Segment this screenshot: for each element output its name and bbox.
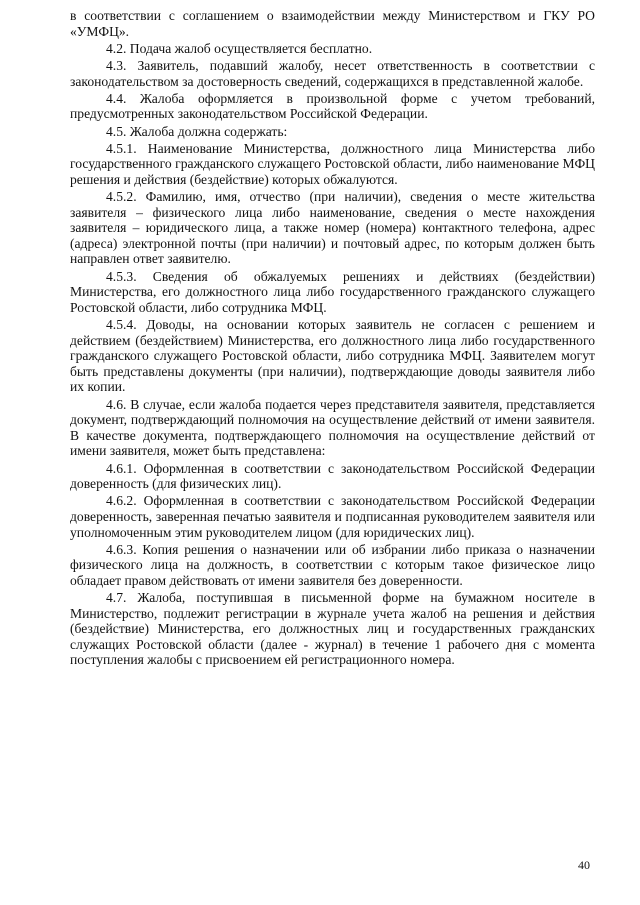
paragraph-4-6-1: 4.6.1. Оформленная в соответствии с законодательством Российской Федерации доверенность (для физических лиц). [70, 460, 595, 492]
paragraph-4-7: 4.7. Жалоба, поступившая в письменной форме на бумажном носителе в Министерство, подлежит регистрации в журнале учета жалоб на решения и действия (бездействие) Министерства, его должностных лиц и государственных гражданских служащих Ростовской области (далее - журнал) в течение 1 рабочего дня с момента поступления жалобы с присвоением ей регистрационного номера. [70, 590, 595, 668]
paragraph-4-5-2: 4.5.2. Фамилию, имя, отчество (при наличии), сведения о месте жительства заявителя – физического лица либо наименование, сведения о месте нахождения заявителя – юридического лица, а также номер (номера) контактного телефона, адрес (адреса) электронной почты (при наличии) и почтовый адрес, по которым должен быть направлен ответ заявителю. [70, 189, 595, 267]
paragraph-4-5-1: 4.5.1. Наименование Министерства, должностного лица Министерства либо государственного гражданского служащего Ростовской области, либо наименование МФЦ решения и действия (бездействие) которых обжалуются. [70, 140, 595, 187]
paragraph-4-6-3: 4.6.3. Копия решения о назначении или об избрании либо приказа о назначении физического лица на должность, в соответствии с которым такое физическое лицо обладает правом действовать от имени заявителя без доверенности. [70, 541, 595, 588]
page-number: 40 [578, 858, 590, 872]
paragraph-4-2: 4.2. Подача жалоб осуществляется бесплатно. [106, 40, 373, 56]
document-page [70, 8, 595, 670]
paragraph-continuation: в соответствии с соглашением о взаимодействии между Министерством и ГКУ РО «УМФЦ». [70, 8, 595, 39]
paragraph-4-6: 4.6. В случае, если жалоба подается через представителя заявителя, представляется документ, подтверждающий полномочия на осуществление действий от имени заявителя. В качестве документа, подтверждающего полномочия на осуществление действий от имени заявителя, может быть представлена: [70, 396, 595, 459]
paragraph-4-5-3: 4.5.3. Сведения об обжалуемых решениях и действиях (бездействии) Министерства, его должностного лица либо государственного гражданского служащего Ростовской области, либо сотрудника МФЦ. [70, 268, 595, 315]
paragraph-4-3: 4.3. Заявитель, подавший жалобу, несет ответственность в соответствии с законодательством за достоверность сведений, содержащихся в представленной жалобе. [70, 57, 595, 89]
paragraph-4-5: 4.5. Жалоба должна содержать: [106, 123, 288, 139]
paragraph-4-6-2: 4.6.2. Оформленная в соответствии с законодательством Российской Федерации доверенность, заверенная печатью заявителя и подписанная руководителем заявителя или уполномоченным этим руководителем лицом (для юридических лиц). [70, 493, 595, 540]
paragraph-4-4: 4.4. Жалоба оформляется в произвольной форме с учетом требований, предусмотренных законодательством Российской Федерации. [70, 90, 595, 122]
paragraph-4-5-4: 4.5.4. Доводы, на основании которых заявитель не согласен с решением и действием (бездействием) Министерства, его должностного лица либо государственного гражданского служащего Ростовской области, либо сотрудника МФЦ. Заявителем могут быть представлены документы (при наличии), подтверждающие доводы заявителя либо их копии. [70, 317, 595, 395]
